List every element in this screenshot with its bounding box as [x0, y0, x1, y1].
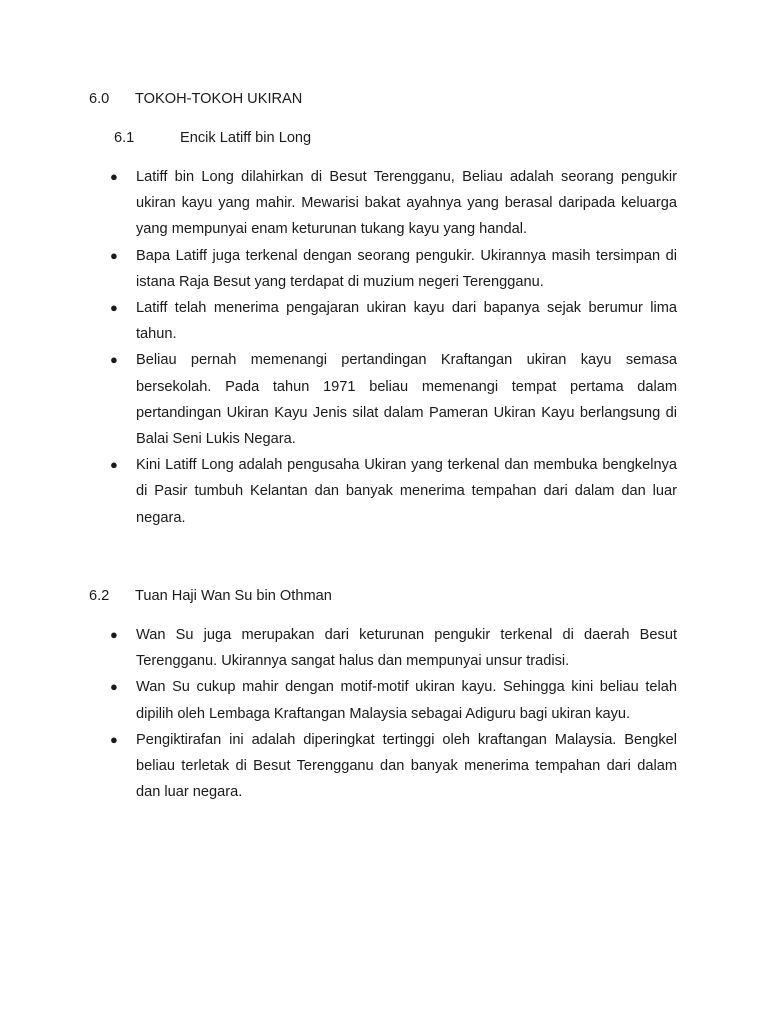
bullet-icon: ● — [110, 169, 118, 184]
list-item-text: Pengiktirafan ini adalah diperingkat tertinggi oleh kraftangan Malaysia. Bengkel beliau terletak di Besut Terengganu dan banyak menerima tempahan dari dalam dan luar negara. — [136, 731, 677, 801]
bullet-list-6-2 — [109, 622, 677, 805]
list-item-text: Bapa Latiff juga terkenal dengan seorang pengukir. Ukirannya masih tersimpan di istana Raja Besut yang terdapat di muzium negeri Terengganu. — [136, 247, 677, 290]
section-title: Tuan Haji Wan Su bin Othman — [135, 588, 332, 604]
bullet-icon: ● — [110, 627, 118, 642]
list-item — [109, 727, 677, 806]
bullet-icon: ● — [110, 247, 118, 263]
list-item-text: Kini Latiff Long adalah pengusaha Ukiran yang terkenal dan membuka bengkelnya di Pasir tumbuh Kelantan dan banyak menerima tempahan dari dalam dan luar negara. — [136, 457, 677, 526]
bullet-icon: ● — [110, 457, 118, 473]
list-item-text: Wan Su juga merupakan dari keturunan pengukir terkenal di daerah Besut Terengganu. Ukirannya sangat halus dan mempunyai unsur tradisi. — [136, 627, 677, 670]
bullet-list-6-1 — [109, 164, 677, 531]
section-number: 6.2 — [89, 588, 110, 604]
section-title: TOKOH-TOKOH UKIRAN — [135, 91, 303, 107]
list-item — [109, 243, 677, 295]
bullet-icon: ● — [110, 352, 118, 368]
list-item — [109, 452, 677, 531]
section-title: Encik Latiff bin Long — [180, 130, 312, 146]
list-item — [109, 347, 677, 452]
list-item — [109, 674, 677, 726]
list-item — [109, 295, 677, 347]
list-item — [109, 164, 677, 243]
bullet-icon: ● — [110, 731, 118, 747]
section-number: 6.0 — [89, 91, 110, 107]
list-item-text: Wan Su cukup mahir dengan motif-motif ukiran kayu. Sehingga kini beliau telah dipilih oleh Lembaga Kraftangan Malaysia sebagai Adiguru bagi ukiran kayu. — [136, 679, 677, 722]
section-number: 6.1 — [114, 130, 135, 146]
list-item-text: Latiff telah menerima pengajaran ukiran kayu dari bapanya sejak berumur lima tahun. — [136, 300, 677, 343]
list-item-text: Beliau pernah memenangi pertandingan Kraftangan ukiran kayu semasa bersekolah. Pada tahun 1971 beliau memenangi tempat pertama dalam pertandingan Ukiran Kayu Jenis silat dalam Pameran Ukiran Kayu berlangsung di Balai Seni Lukis Negara. — [136, 352, 677, 448]
bullet-icon: ● — [110, 679, 118, 695]
bullet-icon: ● — [110, 300, 118, 316]
list-item-text: Latiff bin Long dilahirkan di Besut Terengganu, Beliau adalah seorang pengukir ukiran kayu yang mahir. Mewarisi bakat ayahnya yang berasal daripada keluarga yang mempunyai enam keturunan tukang kayu yang handal. — [136, 169, 677, 238]
list-item — [109, 622, 677, 674]
